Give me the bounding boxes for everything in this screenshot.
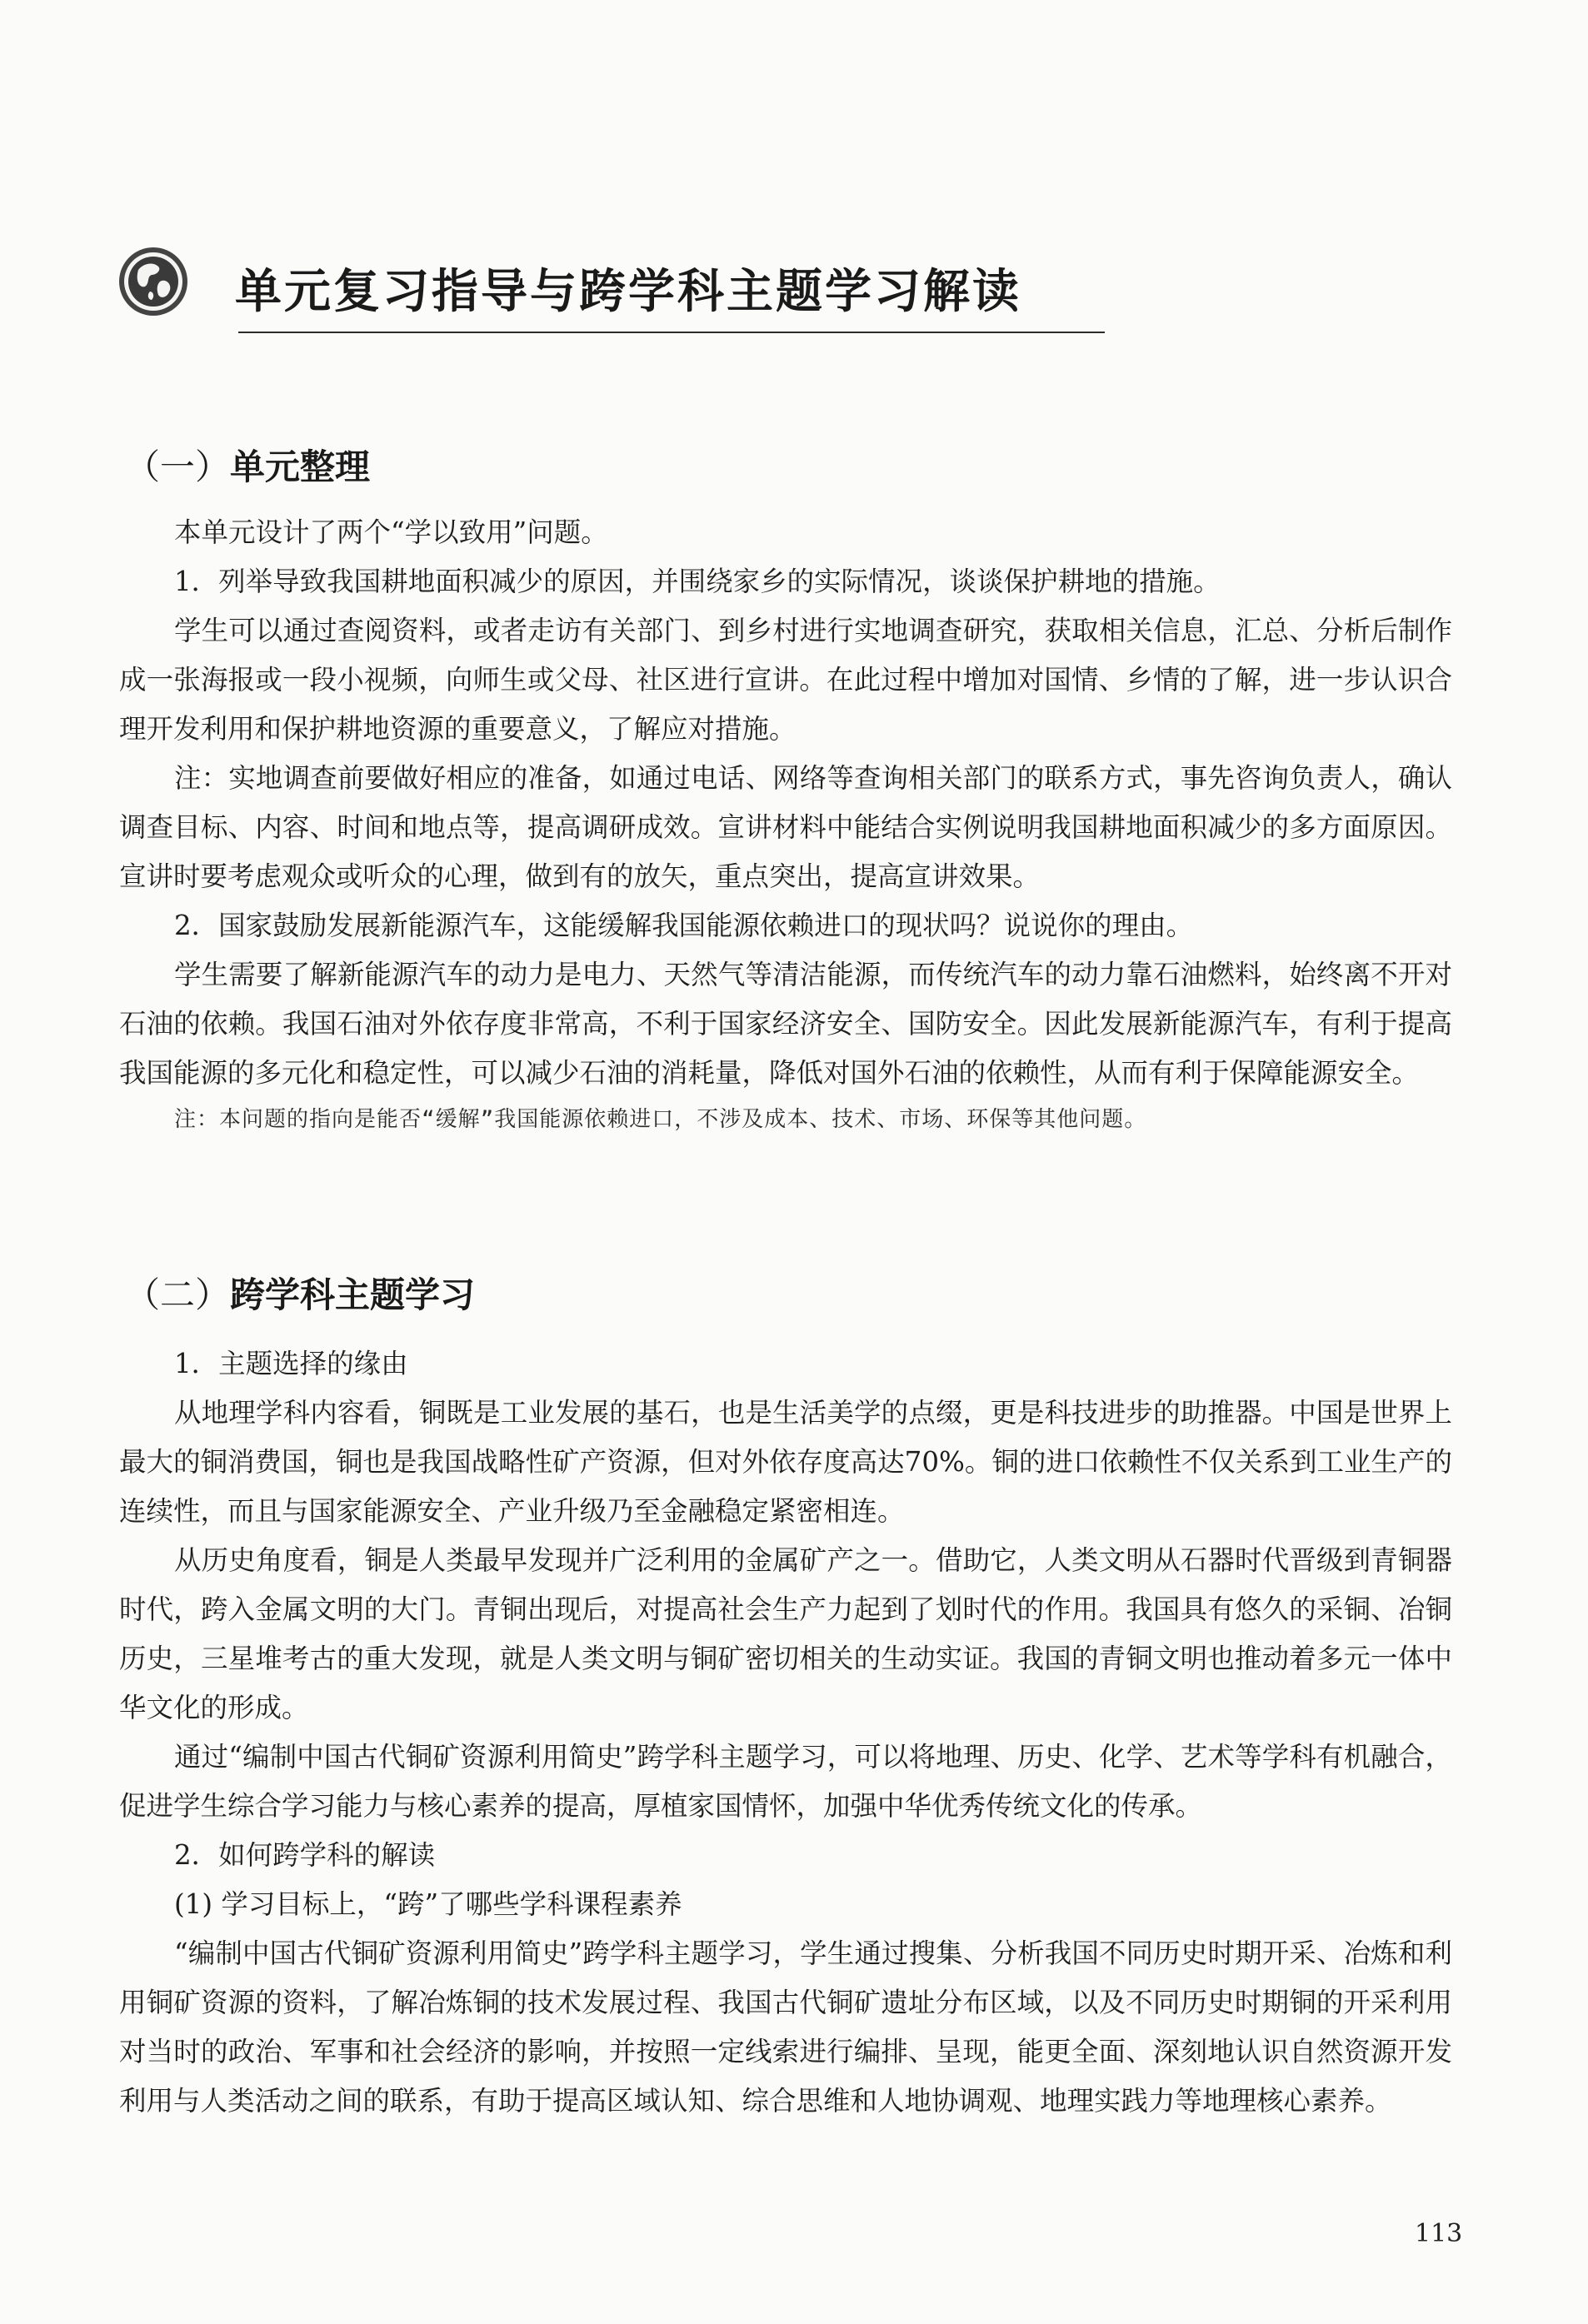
page-number: 113 (1415, 2219, 1463, 2248)
paragraph: 学生需要了解新能源汽车的动力是电力、天然气等清洁能源，而传统汽车的动力靠石油燃料，始终离不开对石油的依赖。我国石油对外依存度非常高，不利于国家经济安全、国防安全。因此发展新能源汽车，有利于提高我国能源的多元化和稳定性，可以减少石油的消耗量，降低对国外石油的依赖性，从而有利于保障能源安全。 (119, 959, 1452, 1089)
paragraph: 1．主题选择的缘由 (174, 1348, 408, 1379)
paragraph: 通过“编制中国古代铜矿资源利用简史”跨学科主题学习，可以将地理、历史、化学、艺术等学科有机融合，促进学生综合学习能力与核心素养的提高，厚植家国情怀，加强中华优秀传统文化的传承。 (119, 1741, 1452, 1822)
globe-icon (117, 245, 190, 318)
paragraph: 本单元设计了两个“学以致用”问题。 (174, 516, 608, 548)
chapter-underline (238, 332, 1105, 333)
section-1-body (119, 508, 1452, 1140)
section-number: （二） (125, 1274, 231, 1315)
note: 注：本问题的指向是能否“缓解”我国能源依赖进口，不涉及成本、技术、市场、环保等其他问题。 (174, 1107, 1147, 1132)
paragraph: 2．国家鼓励发展新能源汽车，这能缓解我国能源依赖进口的现状吗？说说你的理由。 (174, 910, 1194, 941)
paragraph: 从地理学科内容看，铜既是工业发展的基石，也是生活美学的点缀，更是科技进步的助推器。中国是世界上最大的铜消费国，铜也是我国战略性矿产资源，但对外依存度高达70%。铜的进口依赖性不仅关系到工业生产的连续性，而且与国家能源安全、产业升级乃至金融稳定紧密相连。 (119, 1397, 1452, 1527)
paragraph: 注：实地调查前要做好相应的准备，如通过电话、网络等查询相关部门的联系方式，事先咨询负责人，确认调查目标、内容、时间和地点等，提高调研成效。宣讲材料中能结合实例说明我国耕地面积减少的多方面原因。宣讲时要考虑观众或听众的心理，做到有的放矢，重点突出，提高宣讲效果。 (119, 762, 1452, 892)
chapter-title: 单元复习指导与跨学科主题学习解读 (235, 265, 1021, 319)
section-heading-2 (125, 1268, 475, 1318)
paragraph: 1．列举导致我国耕地面积减少的原因，并围绕家乡的实际情况，谈谈保护耕地的措施。 (174, 566, 1221, 597)
paragraph: “编制中国古代铜矿资源利用简史”跨学科主题学习，学生通过搜集、分析我国不同历史时期开采、冶炼和利用铜矿资源的资料，了解冶炼铜的技术发展过程、我国古代铜矿遗址分布区域，以及不同历史时期铜的开采利用对当时的政治、军事和社会经济的影响，并按照一定线索进行编排、呈现，能更全面、深刻地认识自然资源开发利用与人类活动之间的联系，有助于提高区域认知、综合思维和人地协调观、地理实践力等地理核心素养。 (119, 1937, 1452, 2117)
paragraph: 从历史角度看，铜是人类最早发现并广泛利用的金属矿产之一。借助它，人类文明从石器时代晋级到青铜器时代，跨入金属文明的大门。青铜出现后，对提高社会生产力起到了划时代的作用。我国具有悠久的采铜、冶铜历史，三星堆考古的重大发现，就是人类文明与铜矿密切相关的生动实证。我国的青铜文明也推动着多元一体中华文化的形成。 (119, 1544, 1452, 1723)
section-title: 单元整理 (230, 446, 371, 487)
section-heading-1 (125, 440, 370, 490)
section-2-body (119, 1339, 1452, 2126)
section-title: 跨学科主题学习 (230, 1274, 476, 1315)
section-number: （一） (125, 446, 231, 487)
chapter-heading (117, 240, 1050, 348)
paragraph: 2．如何跨学科的解读 (174, 1839, 436, 1871)
paragraph: (1) 学习目标上，“跨”了哪些学科课程素养 (174, 1888, 682, 1920)
paragraph: 学生可以通过查阅资料，或者走访有关部门、到乡村进行实地调查研究，获取相关信息，汇总、分析后制作成一张海报或一段小视频，向师生或父母、社区进行宣讲。在此过程中增加对国情、乡情的了解，进一步认识合理开发利用和保护耕地资源的重要意义，了解应对措施。 (119, 615, 1452, 745)
